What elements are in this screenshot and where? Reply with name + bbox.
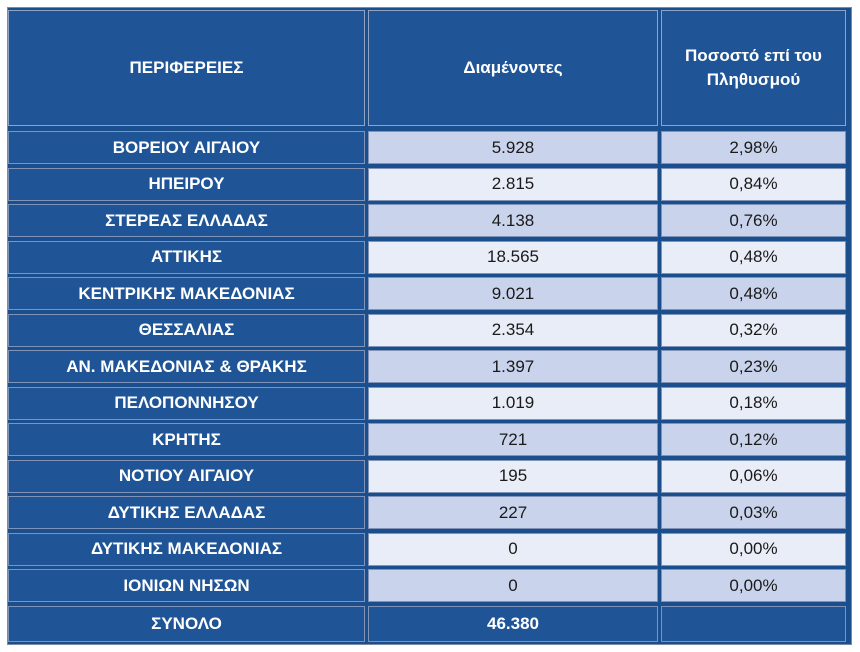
percent-cell: 0,48% [661, 241, 846, 274]
percent-cell: 0,76% [661, 204, 846, 237]
region-cell: ΝΟΤΙΟΥ ΑΙΓΑΙΟΥ [8, 460, 365, 493]
residents-cell: 1.019 [368, 387, 658, 420]
percent-cell: 0,00% [661, 533, 846, 566]
residents-cell: 227 [368, 496, 658, 529]
region-cell: ΒΟΡΕΙΟΥ ΑΙΓΑΙΟΥ [8, 131, 365, 164]
header-regions [8, 10, 365, 126]
table-row [8, 204, 846, 237]
percent-cell: 0,18% [661, 387, 846, 420]
region-cell: ΚΡΗΤΗΣ [8, 423, 365, 456]
table-total-row [8, 606, 846, 642]
region-cell: ΣΤΕΡΕΑΣ ΕΛΛΑΔΑΣ [8, 204, 365, 237]
region-cell: ΠΕΛΟΠΟΝΝΗΣΟΥ [8, 387, 365, 420]
percent-cell: 0,23% [661, 350, 846, 383]
residents-cell: 18.565 [368, 241, 658, 274]
residents-cell: 2.815 [368, 168, 658, 201]
header-percent-line2: Πληθυσμού [706, 70, 801, 89]
table-row [8, 569, 846, 602]
percent-cell: 0,12% [661, 423, 846, 456]
percent-cell: 0,06% [661, 460, 846, 493]
region-cell: ΔΥΤΙΚΗΣ ΜΑΚΕΔΟΝΙΑΣ [8, 533, 365, 566]
header-regions-label: ΠΕΡΙΦΕΡΕΙΕΣ [129, 58, 244, 77]
table-row [8, 496, 846, 529]
region-cell: ΚΕΝΤΡΙΚΗΣ ΜΑΚΕΔΟΝΙΑΣ [8, 277, 365, 310]
table-row [8, 423, 846, 456]
header-residents-label: Διαμένοντες [463, 58, 563, 77]
table-row [8, 533, 846, 566]
region-cell: ΑΝ. ΜΑΚΕΔΟΝΙΑΣ & ΘΡΑΚΗΣ [8, 350, 365, 383]
region-cell: ΗΠΕΙΡΟΥ [8, 168, 365, 201]
header-percent-line1: Ποσοστό επί του [685, 46, 822, 65]
table-row [8, 350, 846, 383]
residents-cell: 1.397 [368, 350, 658, 383]
percent-cell: 0,48% [661, 277, 846, 310]
residents-cell: 0 [368, 569, 658, 602]
residents-cell: 0 [368, 533, 658, 566]
percent-cell: 2,98% [661, 131, 846, 164]
header-percent [661, 10, 846, 126]
region-cell: ΑΤΤΙΚΗΣ [8, 241, 365, 274]
residents-cell: 721 [368, 423, 658, 456]
table-row [8, 460, 846, 493]
percent-cell: 0,84% [661, 168, 846, 201]
percent-cell: 0,32% [661, 314, 846, 347]
residents-cell: 195 [368, 460, 658, 493]
region-cell: ΘΕΣΣΑΛΙΑΣ [8, 314, 365, 347]
header-residents [368, 10, 658, 126]
table-row [8, 314, 846, 347]
table-header-row [8, 10, 846, 126]
table-row [8, 241, 846, 274]
regions-table [7, 7, 852, 645]
region-cell: ΙΟΝΙΩΝ ΝΗΣΩΝ [8, 569, 365, 602]
residents-cell: 2.354 [368, 314, 658, 347]
total-residents: 46.380 [368, 606, 658, 642]
residents-cell: 9.021 [368, 277, 658, 310]
percent-cell: 0,00% [661, 569, 846, 602]
table-row [8, 277, 846, 310]
total-percent [661, 606, 846, 642]
residents-cell: 5.928 [368, 131, 658, 164]
table-row [8, 131, 846, 164]
percent-cell: 0,03% [661, 496, 846, 529]
region-cell: ΔΥΤΙΚΗΣ ΕΛΛΑΔΑΣ [8, 496, 365, 529]
table-row [8, 168, 846, 201]
total-label: ΣΥΝΟΛΟ [8, 606, 365, 642]
table-row [8, 387, 846, 420]
residents-cell: 4.138 [368, 204, 658, 237]
